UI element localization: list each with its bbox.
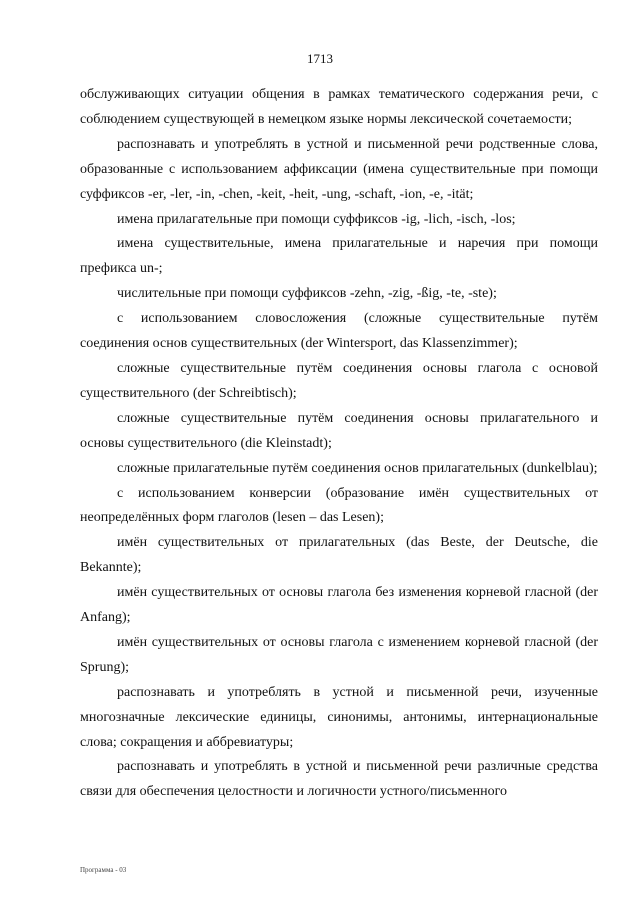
paragraph: сложные существительные путём соединения основы прилагательного и основы существительного (die Kleinstadt); <box>80 410 598 451</box>
paragraph: сложные прилагательные путём соединения основ прилагательных (dunkelblau); <box>117 460 598 476</box>
paragraph: с использованием конверсии (образование имён существительных от неопределённых форм глаголов (lesen – das Lesen); <box>80 485 598 526</box>
paragraph: распознавать и употреблять в устной и письменной речи различные средства связи для обеспечения целостности и логичности устного/письменного <box>80 759 598 800</box>
paragraph: имена существительные, имена прилагательные и наречия при помощи префикса un-; <box>80 236 598 277</box>
paragraph: с использованием словосложения (сложные существительные путём соединения основ существительных (der Wintersport, das Klassenzimmer); <box>80 311 598 352</box>
paragraph: обслуживающих ситуации общения в рамках тематического содержания речи, с соблюдением существующей в немецком языке нормы лексической сочетаемости; <box>80 87 598 127</box>
paragraph: сложные существительные путём соединения основы глагола с основой существительного (der Schreibtisch); <box>80 360 598 401</box>
body-text <box>80 83 598 805</box>
paragraph: имён существительных от основы глагола с изменением корневой гласной (der Sprung); <box>80 634 598 675</box>
paragraph: распознавать и употреблять в устной и письменной речи, изученные многозначные лексические единицы, синонимы, антонимы, интернациональные слова; сокращения и аббревиатуры; <box>80 684 598 750</box>
page-number: 1713 <box>307 51 333 66</box>
paragraph: имена прилагательные при помощи суффиксов -ig, -lich, -isch, -los; <box>117 211 516 227</box>
paragraph: имён существительных от основы глагола без изменения корневой гласной (der Anfang); <box>80 585 598 626</box>
paragraph: распознавать и употреблять в устной и письменной речи родственные слова, образованные с использованием аффиксации (имена существительные при помощи суффиксов -er, -ler, -in, -chen, -keit, -heit, -ung, -schaft, -ion, -e, -ität; <box>80 136 598 202</box>
footer-label: Программа - 03 <box>80 866 127 874</box>
paragraph: числительные при помощи суффиксов -zehn, -zig, -ßig, -te, -ste); <box>117 286 497 302</box>
paragraph: имён существительных от прилагательных (das Beste, der Deutsche, die Bekannte); <box>80 535 598 576</box>
